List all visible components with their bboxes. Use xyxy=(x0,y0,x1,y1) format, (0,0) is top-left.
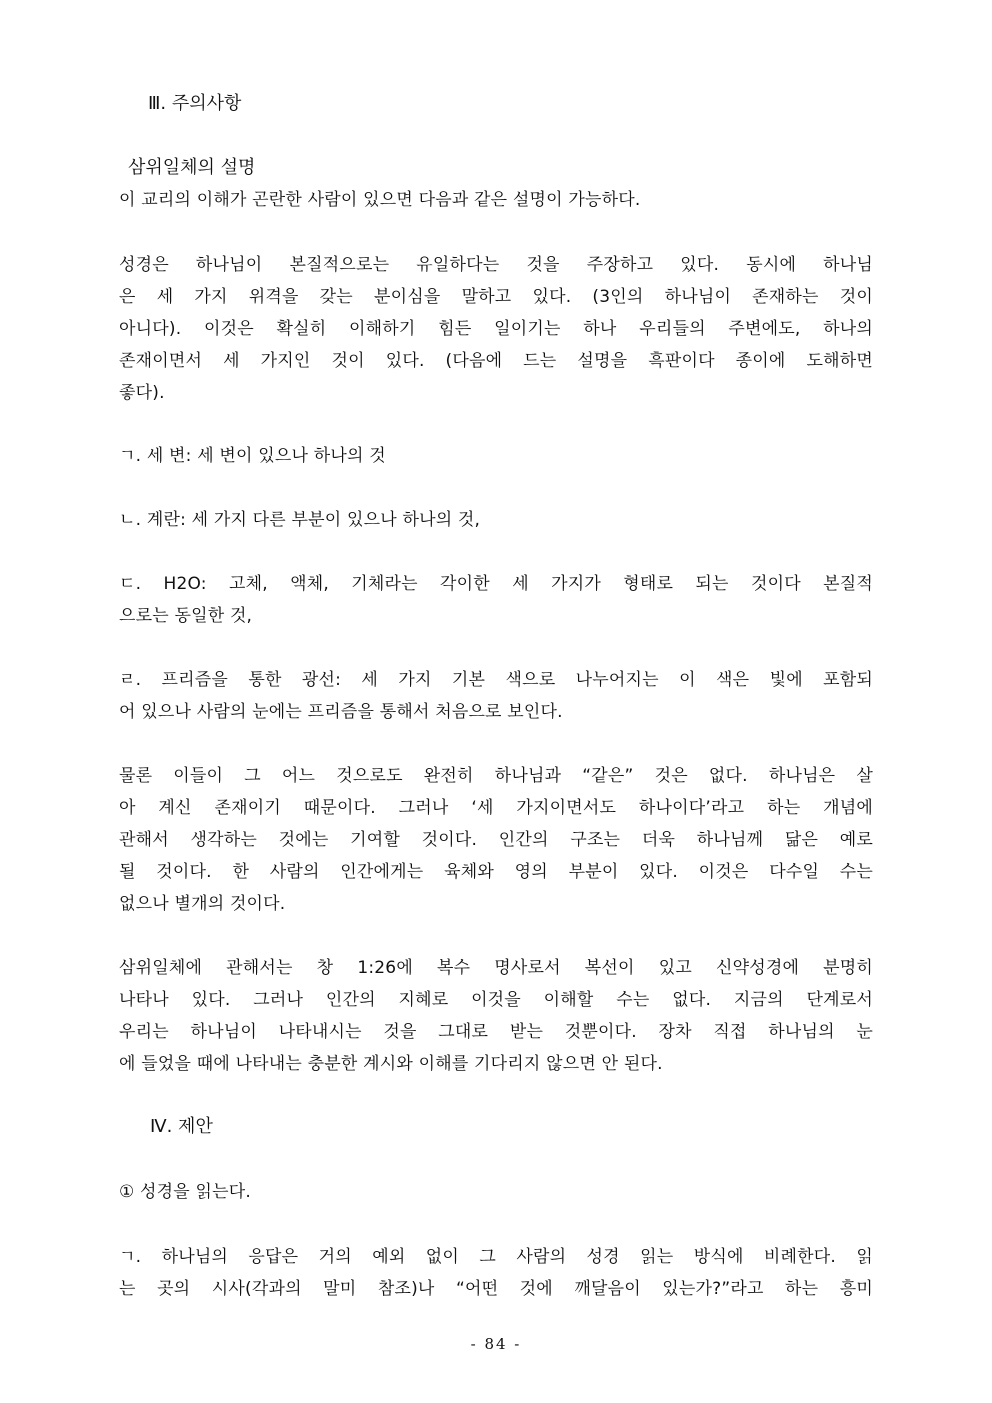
text-line: 이 교리의 이해가 곤란한 사람이 있으면 다음과 같은 설명이 가능하다. xyxy=(119,190,641,210)
page-number: - 84 - xyxy=(470,1335,522,1353)
text-line: 어 있으나 사람의 눈에는 프리즘을 통해서 처음으로 보인다. xyxy=(119,702,563,722)
text-line: 물론 이들이 그 어느 것으로도 완전히 하나님과 “같은” 것은 없다. 하나님은 살 xyxy=(119,766,873,786)
text-line: 으로는 동일한 것, xyxy=(119,606,253,626)
text-line: 우리는 하나님이 나타내시는 것을 그대로 받는 것뿐이다. 장차 직접 하나님의 눈 xyxy=(119,1022,873,1042)
text-line: 없으나 별개의 것이다. xyxy=(119,894,286,914)
text-line: 에 들었을 때에 나타내는 충분한 계시와 이해를 기다리지 않으면 안 된다. xyxy=(119,1054,663,1074)
text-line: 될 것이다. 한 사람의 인간에게는 육체와 영의 부분이 있다. 이것은 다수일 수는 xyxy=(119,862,873,882)
text-line: ㄷ. H2O: 고체, 액체, 기체라는 각이한 세 가지가 형태로 되는 것이다 본질적 xyxy=(119,574,873,594)
trinity-explanation-subheading: 삼위일체의 설명 xyxy=(128,157,256,178)
text-line: 성경은 하나님이 본질적으로는 유일하다는 것을 주장하고 있다. 동시에 하나님 xyxy=(119,255,873,275)
section-4-heading: Ⅳ. 제안 xyxy=(150,1116,213,1137)
text-line: ① 성경을 읽는다. xyxy=(119,1182,251,1202)
text-line: 나타나 있다. 그러나 인간의 지혜로 이것을 이해할 수는 없다. 지금의 단계로서 xyxy=(119,990,873,1010)
text-line: 삼위일체에 관해서는 창 1:26에 복수 명사로서 복선이 있고 신약성경에 분명히 xyxy=(119,958,873,978)
text-line: 아 계신 존재이기 때문이다. 그러나 ‘세 가지이면서도 하나이다’라고 하는 개념에 xyxy=(119,798,873,818)
section-3-heading: Ⅲ. 주의사항 xyxy=(148,93,242,114)
text-line: 는 곳의 시사(각과의 말미 참조)나 “어떤 것에 깨달음이 있는가?”라고 하는 흥미 xyxy=(119,1279,873,1299)
text-line: 은 세 가지 위격을 갖는 분이심을 말하고 있다. (3인의 하나님이 존재하는 것이 xyxy=(119,287,873,307)
text-line: 아니다). 이것은 확실히 이해하기 힘든 일이기는 하나 우리들의 주변에도, 하나의 xyxy=(119,319,873,339)
text-line: ㄱ. 세 변: 세 변이 있으나 하나의 것 xyxy=(119,446,386,466)
text-line: 좋다). xyxy=(119,383,165,403)
text-line: ㄴ. 계란: 세 가지 다른 부분이 있으나 하나의 것, xyxy=(119,510,481,530)
text-line: 존재이면서 세 가지인 것이 있다. (다음에 드는 설명을 흑판이다 종이에 도해하면 xyxy=(119,351,873,371)
text-line: ㄱ. 하나님의 응답은 거의 예외 없이 그 사람의 성경 읽는 방식에 비례한다. 읽 xyxy=(119,1247,873,1267)
text-line: ㄹ. 프리즘을 통한 광선: 세 가지 기본 색으로 나누어지는 이 색은 빛에 포함되 xyxy=(119,670,873,690)
text-line: 관해서 생각하는 것에는 기여할 것이다. 인간의 구조는 더욱 하나님께 닮은 예로 xyxy=(119,830,873,850)
